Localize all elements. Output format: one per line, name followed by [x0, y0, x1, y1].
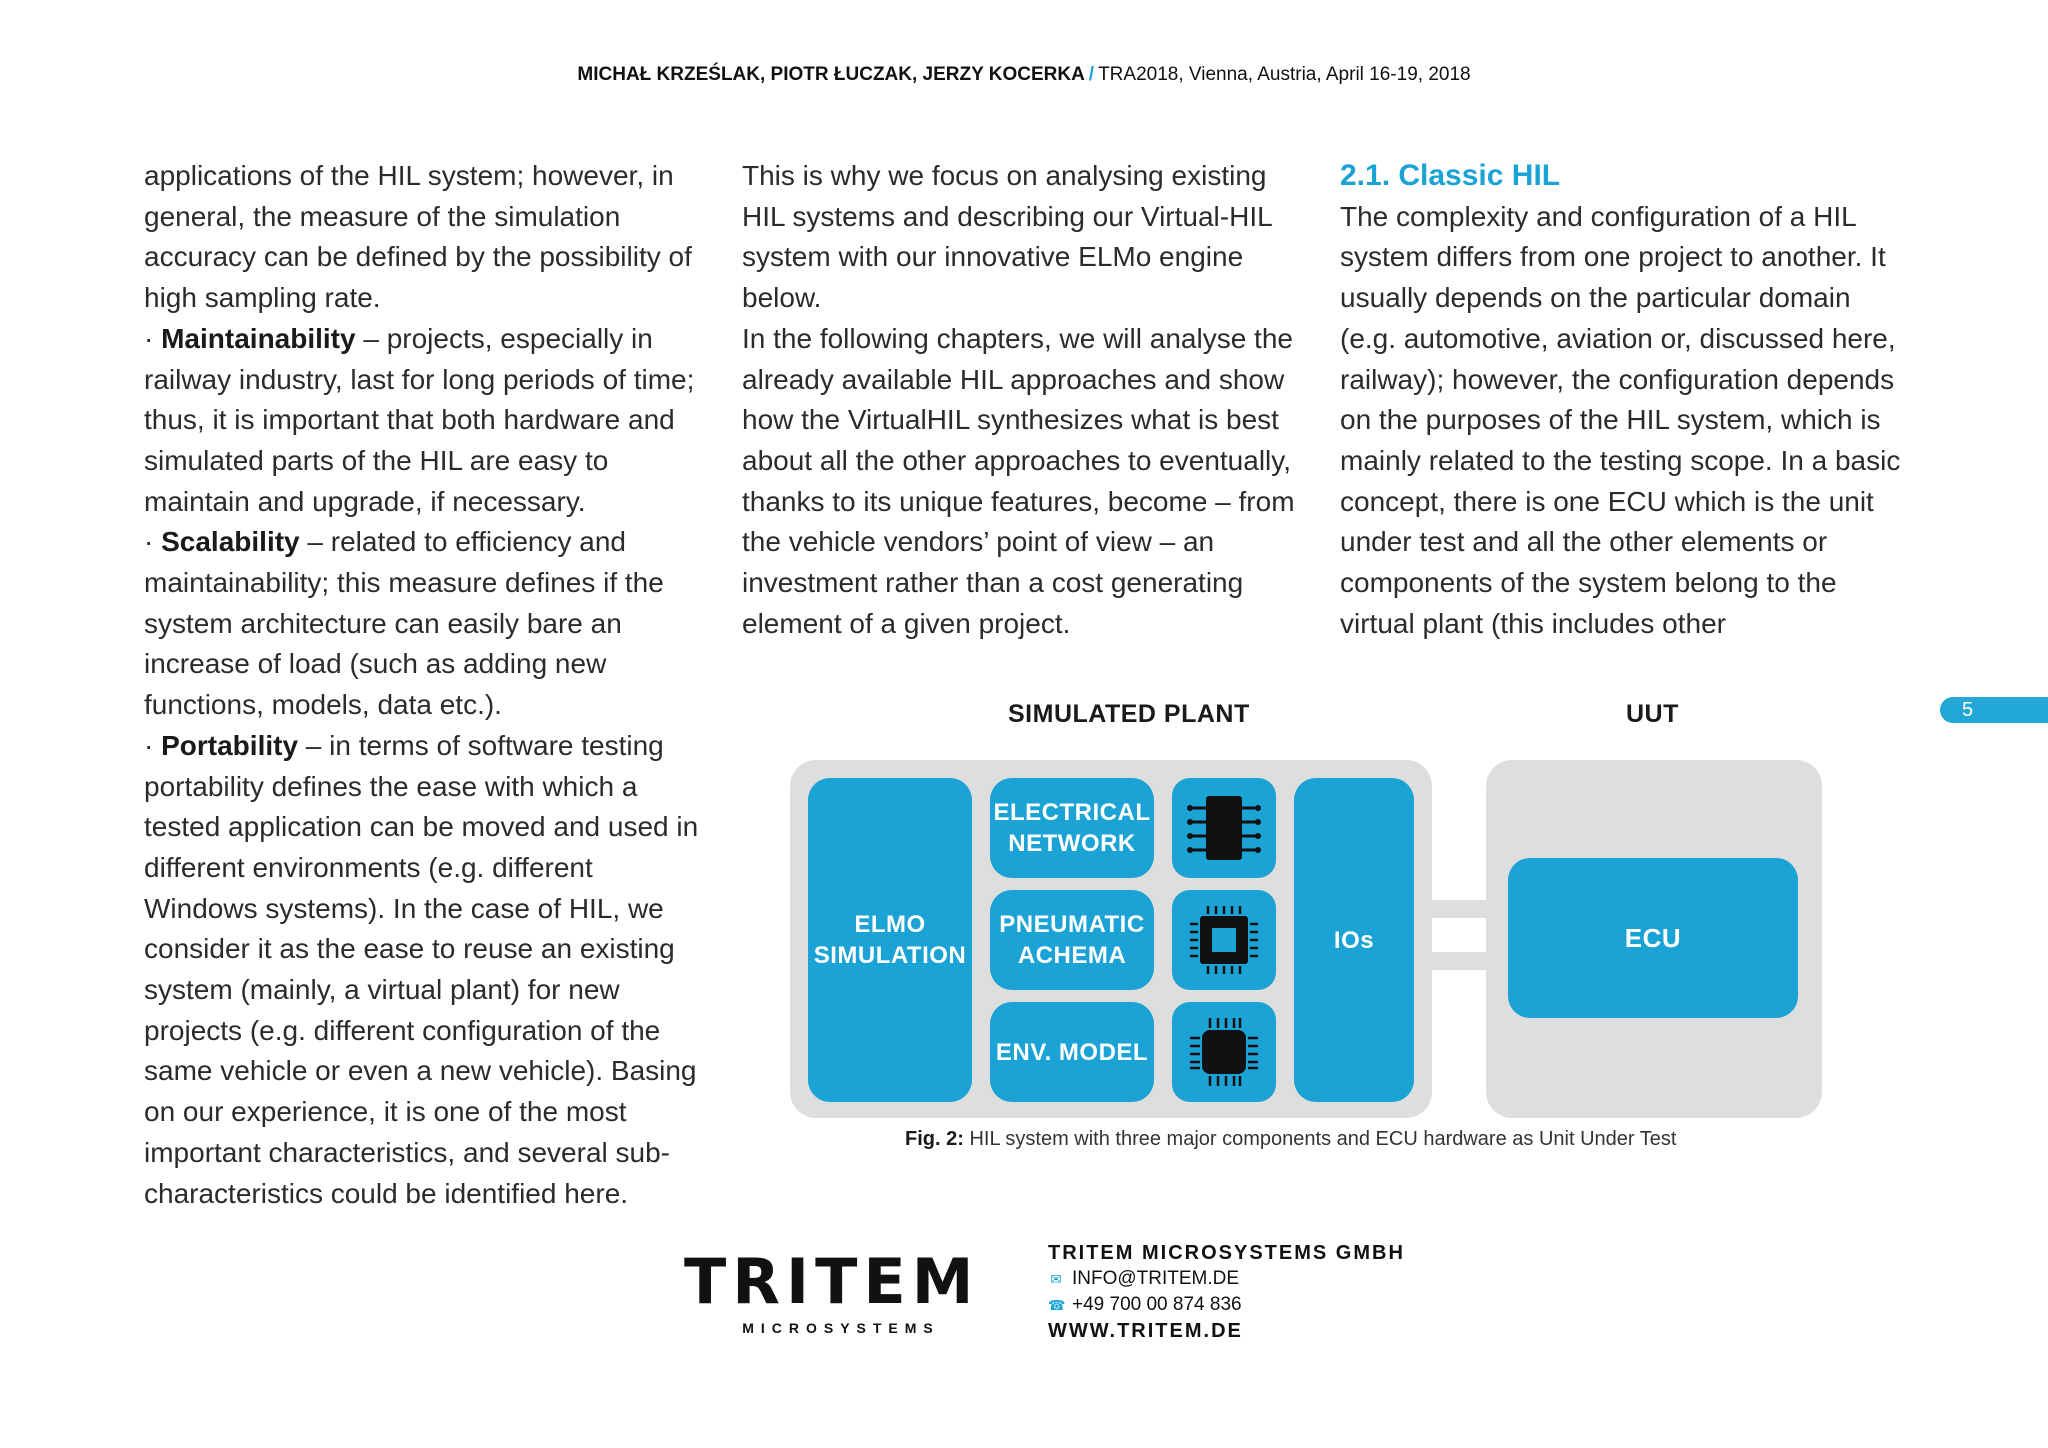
figure-caption: [905, 1128, 1676, 1151]
pneumatic-achema-block: [990, 890, 1154, 990]
ecu-label: ECU: [1624, 922, 1682, 953]
tritem-logo: [684, 1245, 998, 1336]
bullet-maintainability: · Maintainability – projects, especially in railway industry, last for long periods of time; thus, it is important that both hardware and simulated parts of the HIL are easy to maintain and upgrade, if necessary.: [144, 322, 695, 517]
ios-block: [1294, 778, 1414, 1102]
env-model-block: [990, 1002, 1154, 1102]
header-separator: /: [1088, 64, 1095, 85]
caption-text: HIL system with three major components and ECU hardware as Unit Under Test: [963, 1128, 1677, 1150]
pneumatic-line2: ACHEMA: [1017, 942, 1127, 969]
ios-label: IOs: [1333, 926, 1375, 954]
running-header: [0, 64, 2048, 86]
connector-top: [1432, 900, 1486, 918]
label-simulated-plant: SIMULATED PLANT: [1008, 700, 1250, 728]
phone-number: +49 700 00 874 836: [1072, 1294, 1242, 1315]
text-scalability: – related to efficiency and maintainability; this measure defines if the system architecture can easily bare an increase of load (such as adding new functions, models, data etc.).: [144, 526, 664, 721]
phone-row: [1048, 1292, 1405, 1318]
ecu-block: [1508, 858, 1798, 1018]
paragraph-focus: This is why we focus on analysing existing HIL systems and describing our Virtual-HIL system with our innovative ELMo engine below.: [742, 160, 1272, 314]
bullet-scalability: · Scalability – related to efficiency and maintainability; this measure defines if the system architecture can easily bare an increase of load (such as adding new functions, models, data etc.).: [144, 526, 664, 721]
text-maintainability: – projects, especially in railway industry, last for long periods of time; thus, it is important that both hardware and simulated parts of the HIL are easy to maintain and upgrade, if necessary.: [144, 322, 695, 517]
processor-chip-icon: [1172, 890, 1276, 990]
electrical-network-block: [990, 778, 1154, 878]
column-middle: [742, 156, 1312, 644]
elmo-simulation-block: [808, 778, 972, 1102]
page-number: 5: [1940, 697, 2048, 723]
term-maintainability: Maintainability: [161, 322, 356, 354]
paragraph-chapters: In the following chapters, we will analyse the already available HIL approaches and show how the VirtualHIL synthesizes what is best about all the other approaches to eventually, thanks to its unique features, become – from the vehicle vendors’ point of view – an investment rather than a cost generating element of a given project.: [742, 322, 1295, 639]
website-link[interactable]: WWW.TRITEM.DE: [1048, 1320, 1243, 1342]
envelope-icon: ✉: [1050, 1271, 1062, 1287]
ic-chip-icon: [1172, 778, 1276, 878]
column-right: [1340, 156, 1910, 644]
logo-subtitle: MICROSYSTEMS: [742, 1320, 940, 1336]
paragraph-accuracy: applications of the HIL system; however, in general, the measure of the simulation accuracy can be defined by the possibility of high sampling rate.: [144, 160, 692, 314]
column-left: [144, 156, 714, 1214]
term-portability: Portability: [161, 729, 299, 761]
elmo-line1: ELMO: [854, 911, 926, 938]
env-model-label: ENV. MODEL: [995, 1038, 1149, 1066]
electrical-line1: ELECTRICAL: [993, 799, 1151, 826]
section-title: 2.1. Classic HIL: [1340, 159, 1561, 192]
pneumatic-line1: PNEUMATIC: [999, 911, 1145, 938]
email-link[interactable]: INFO@TRITEM.DE: [1072, 1268, 1240, 1289]
elmo-line2: SIMULATION: [813, 942, 967, 969]
company-name: TRITEM MICROSYSTEMS GMBH: [1048, 1242, 1405, 1264]
term-scalability: Scalability: [161, 526, 300, 558]
contact-block: [1048, 1240, 1405, 1344]
header-authors: MICHAŁ KRZEŚLAK, PIOTR ŁUCZAK, JERZY KOCERKA: [577, 64, 1085, 85]
phone-icon: ☎: [1048, 1297, 1066, 1313]
paragraph-classic-hil: The complexity and configuration of a HIL system differs from one project to another. It usually depends on the particular domain (e.g. automotive, aviation or, discussed here, railway); however, the configuration depends on the purposes of the HIL system, which is mainly related to the testing scope. In a basic concept, there is one ECU which is the unit under test and all the other elements or components of the system belong to the virtual plant (this includes other: [1340, 200, 1901, 639]
logo-wordmark: TRITEM: [684, 1245, 980, 1318]
connector-bottom: [1432, 952, 1486, 970]
bullet-portability: · Portability – in terms of software testing portability defines the ease with which a tested application can be moved and used in different environments (e.g. different Windows systems). In the case of HIL, we consider it as the ease to reuse an existing system (mainly, a virtual plant) for new projects (e.g. different configuration of the same vehicle or even a new vehicle). Basing on our experience, it is one of the most important characteristics, and several sub-characteristics could be identified here.: [144, 729, 699, 1209]
microcontroller-chip-icon: [1172, 1002, 1276, 1102]
email-row: [1048, 1266, 1405, 1292]
text-portability: – in terms of software testing portability defines the ease with which a tested application can be moved and used in different environments (e.g. different Windows systems). In the case of HIL, we consider it as the ease to reuse an existing system (mainly, a virtual plant) for new projects (e.g. different configuration of the same vehicle or even a new vehicle). Basing on our experience, it is one of the most important characteristics, and several sub-characteristics could be identified here.: [144, 729, 699, 1209]
caption-label: Fig. 2:: [905, 1128, 964, 1150]
label-uut: UUT: [1626, 700, 1679, 728]
electrical-line2: NETWORK: [1008, 830, 1136, 857]
header-venue: TRA2018, Vienna, Austria, April 16-19, 2018: [1098, 64, 1471, 85]
